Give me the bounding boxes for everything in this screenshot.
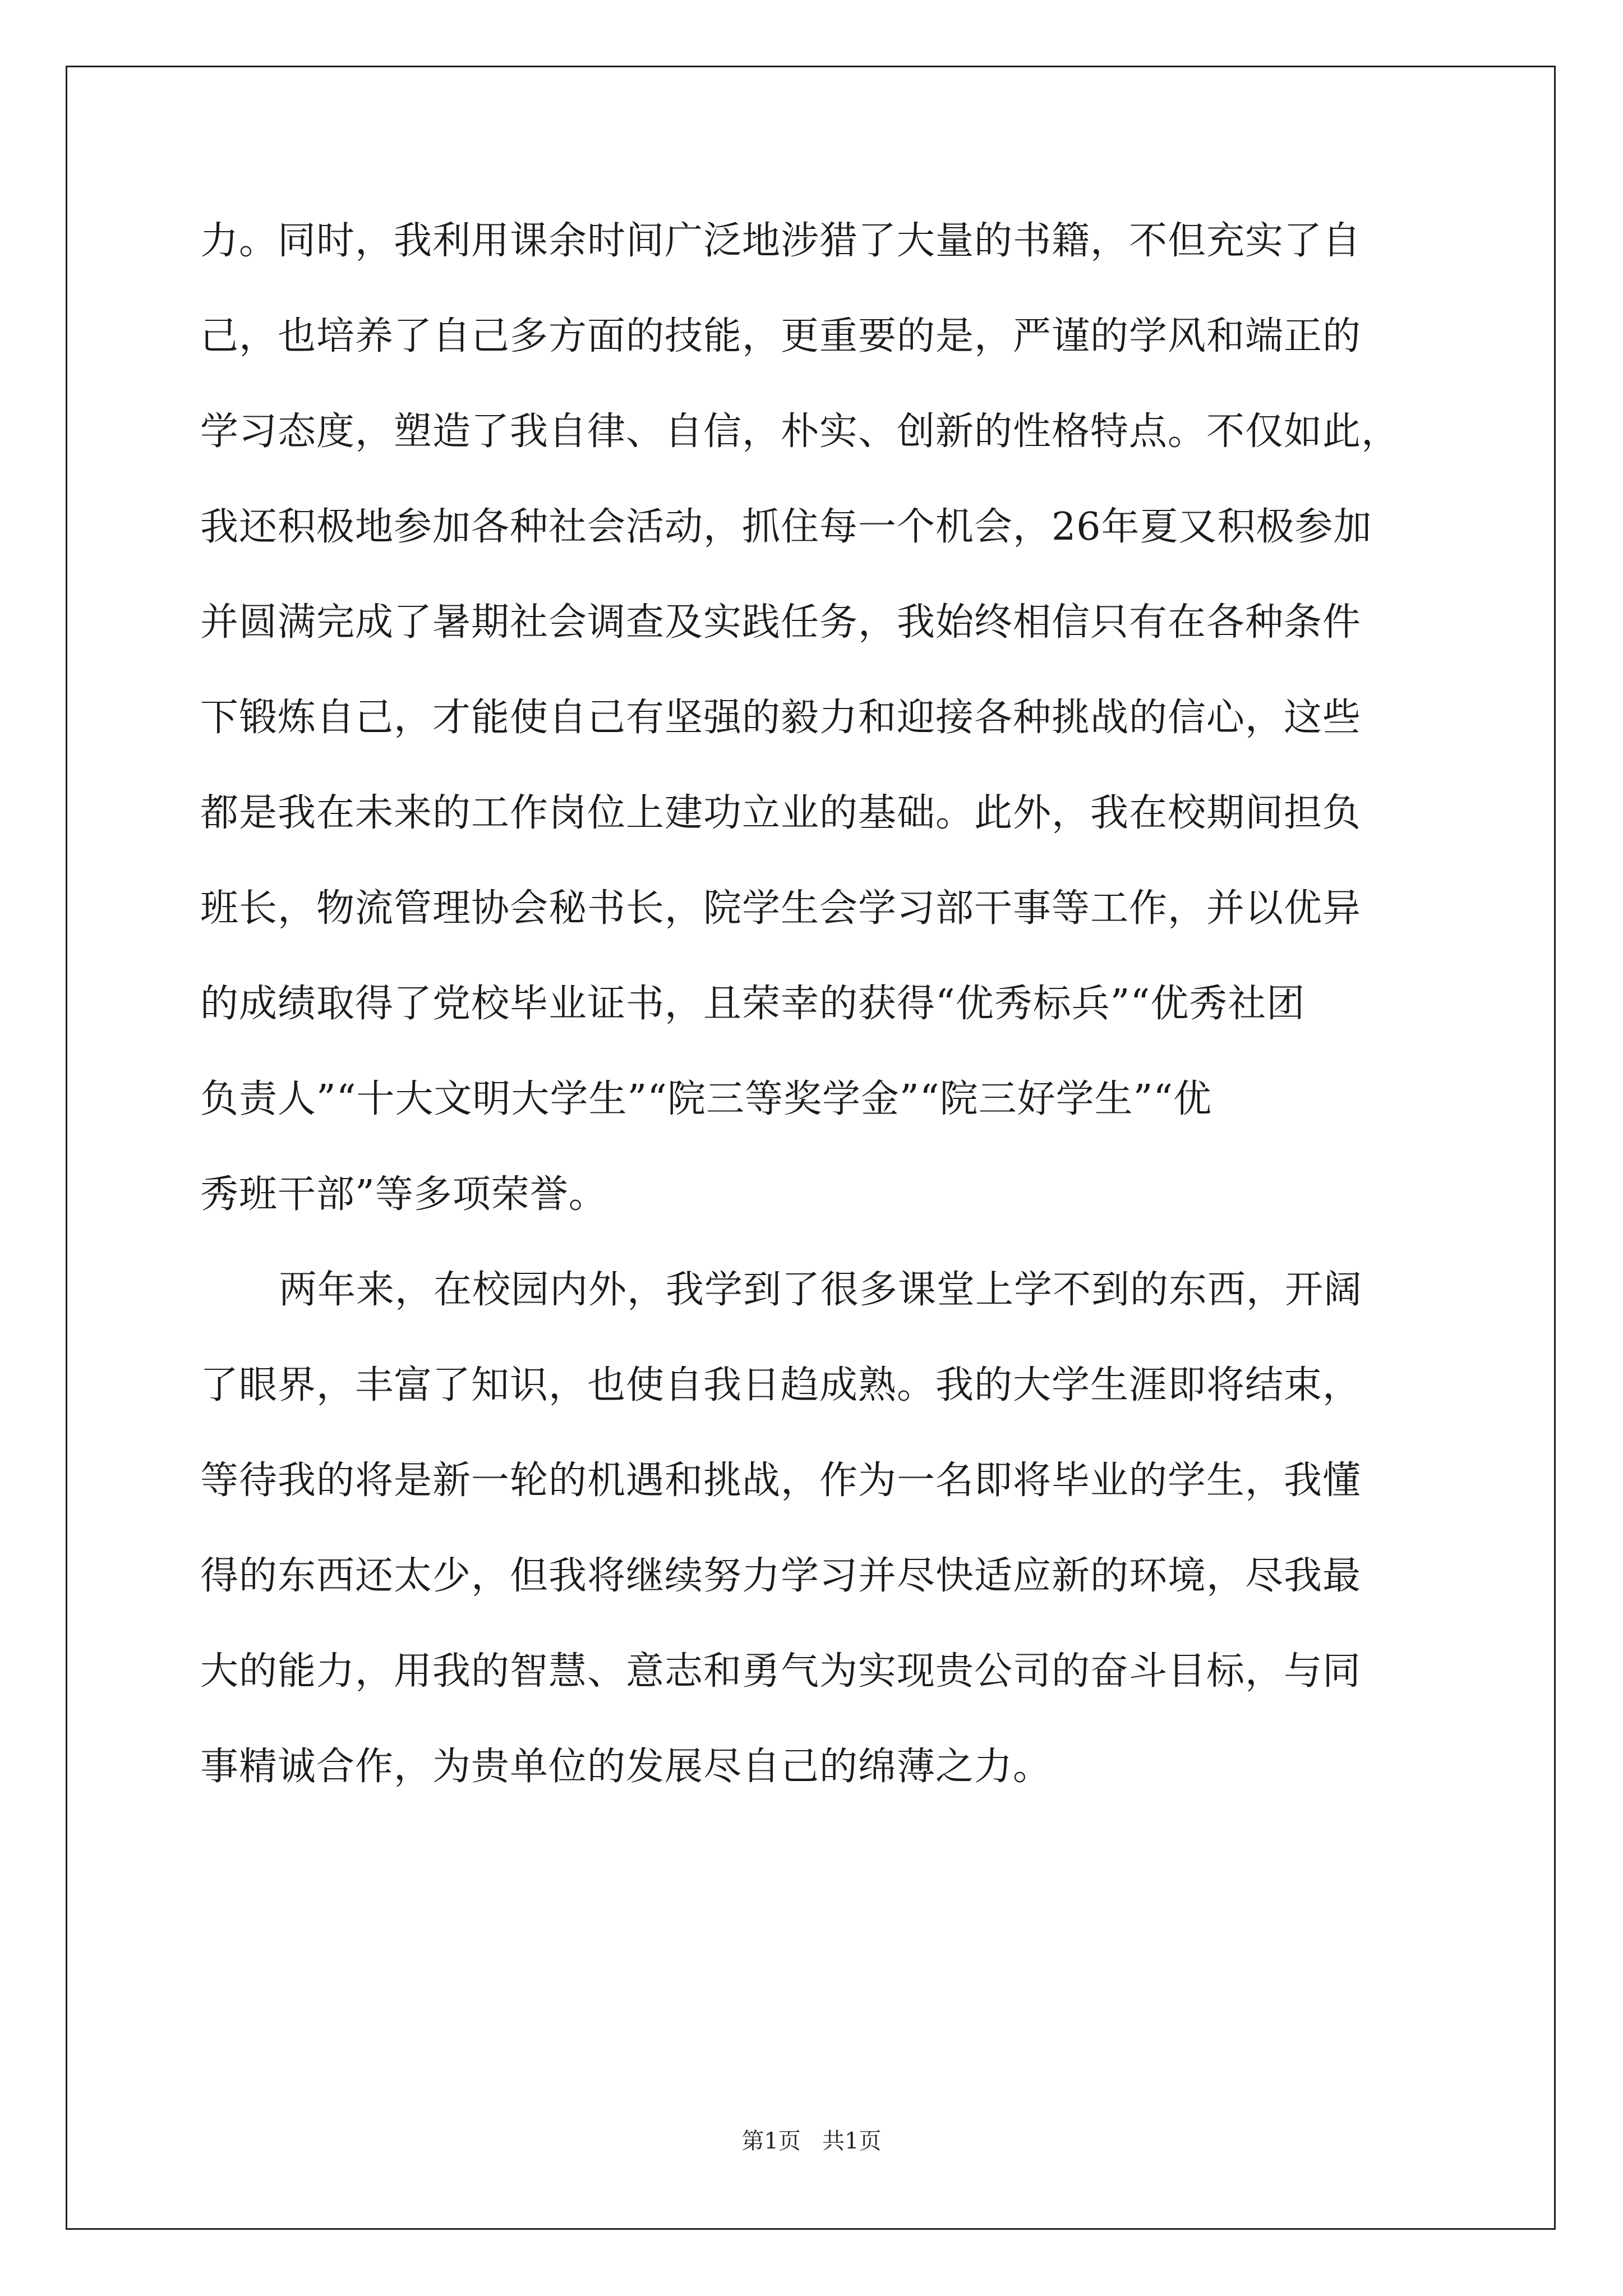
text-line: 力。同时，我利用课余时间广泛地涉猎了大量的书籍，不但充实了自 xyxy=(200,219,1362,263)
text-line: 负责人”“十大文明大学生”“院三等奖学金”“院三好学生”“优 xyxy=(200,1077,1212,1121)
text-line: 等待我的将是新一轮的机遇和挑战，作为一名即将毕业的学生，我懂 xyxy=(200,1458,1362,1503)
text-line: 己，也培养了自己多方面的技能，更重要的是，严谨的学风和端正的 xyxy=(200,314,1362,358)
text-line: 下锻炼自己，才能使自己有坚强的毅力和迎接各种挑战的信心，这些 xyxy=(200,696,1362,740)
text-line: 并圆满完成了暑期社会调查及实践任务，我始终相信只有在各种条件 xyxy=(200,600,1362,645)
text-line: 都是我在未来的工作岗位上建功立业的基础。此外，我在校期间担负 xyxy=(200,791,1362,835)
page-number-footer: 第1页 共1页 xyxy=(741,2128,882,2154)
text-line: 班长，物流管理协会秘书长，院学生会学习部干事等工作，并以优异 xyxy=(200,886,1362,931)
page-border xyxy=(66,66,1556,2230)
text-line: 秀班干部”等多项荣誉。 xyxy=(200,1172,607,1217)
text-line: 事精诚合作，为贵单位的发展尽自己的绵薄之力。 xyxy=(200,1745,1052,1789)
paragraph-first-line: 两年来，在校园内外，我学到了很多课堂上学不到的东西，开阔 xyxy=(279,1268,1363,1312)
text-line: 得的东西还太少，但我将继续努力学习并尽快适应新的环境，尽我最 xyxy=(200,1554,1362,1598)
text-line: 大的能力，用我的智慧、意志和勇气为实现贵公司的奋斗目标，与同 xyxy=(200,1649,1362,1694)
text-line: 学习态度，塑造了我自律、自信，朴实、创新的性格特点。不仅如此， xyxy=(200,409,1400,454)
text-line: 我还积极地参加各种社会活动，抓住每一个机会，26年夏又积极参加 xyxy=(200,505,1372,549)
text-line: 了眼界，丰富了知识，也使自我日趋成熟。我的大学生涯即将结束， xyxy=(200,1363,1362,1407)
text-line: 的成绩取得了党校毕业证书，且荣幸的获得“优秀标兵”“优秀社团 xyxy=(200,982,1306,1026)
